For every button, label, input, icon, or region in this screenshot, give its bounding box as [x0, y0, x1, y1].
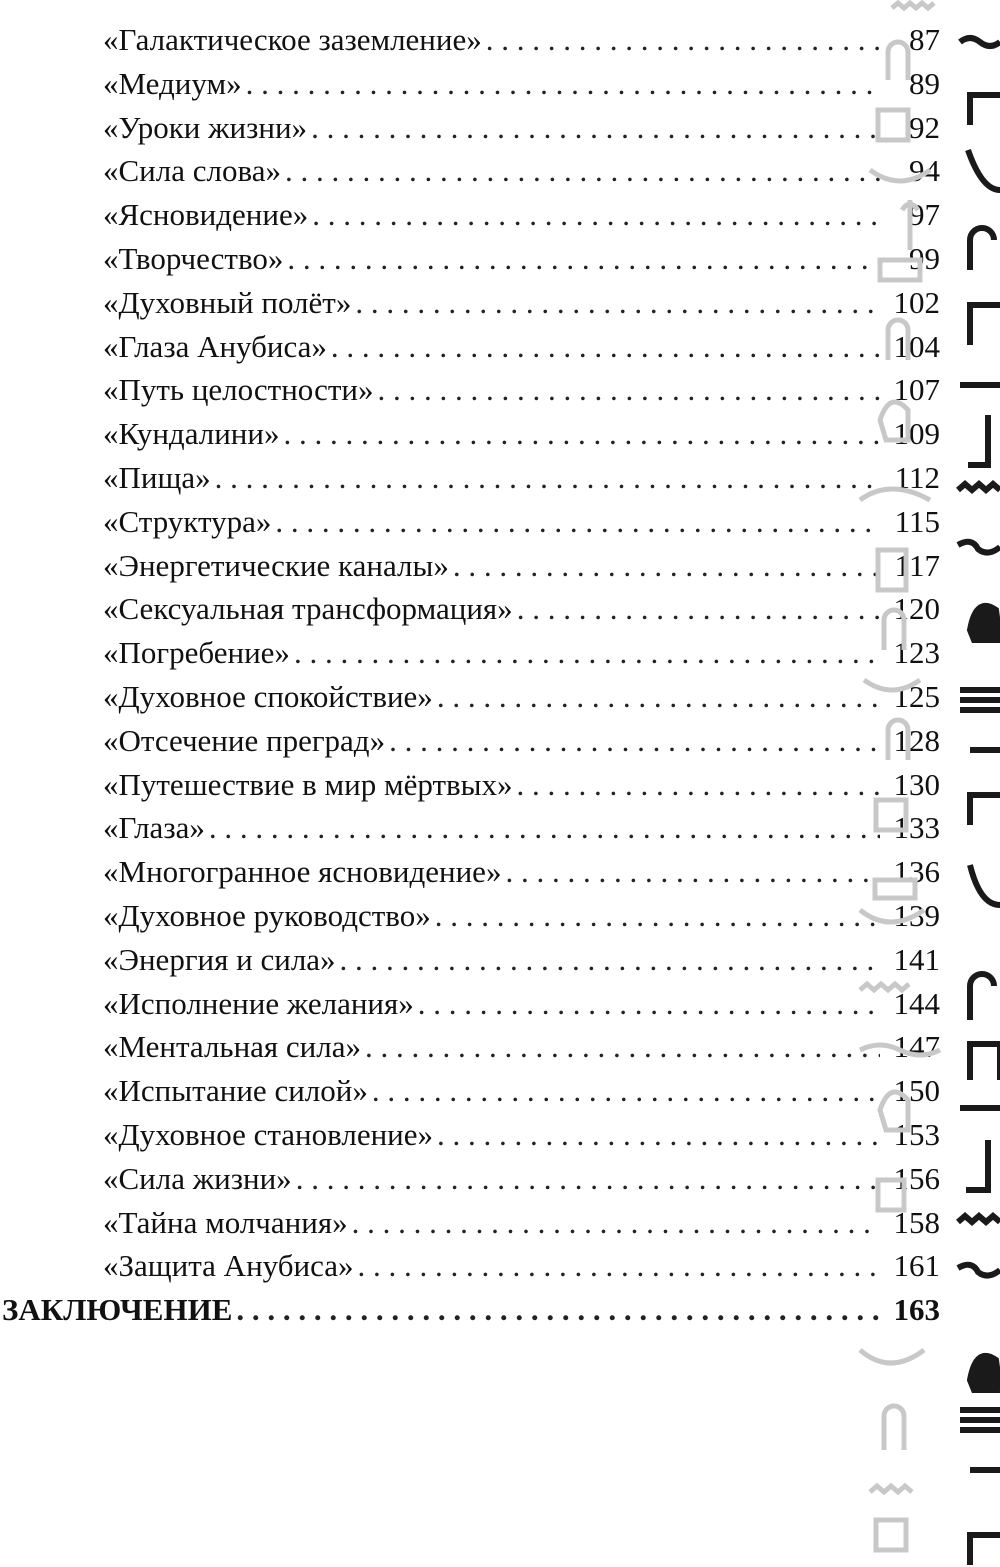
basket-icon: [870, 170, 930, 181]
toc-entry[interactable]: [0, 894, 940, 938]
toc-entry[interactable]: [0, 18, 940, 62]
toc-entry[interactable]: [0, 1157, 940, 1201]
toc-entry[interactable]: [0, 719, 940, 763]
reed-icon: [902, 200, 918, 250]
loop-icon: [884, 610, 904, 650]
reed-icon: [960, 1410, 1000, 1430]
toc-entry-page: 115: [894, 503, 940, 539]
dot-leader: [275, 500, 880, 544]
dot-leader: [331, 325, 880, 369]
toc-entry[interactable]: [0, 544, 940, 588]
toc-entry[interactable]: [0, 763, 940, 807]
loop-icon: [884, 1406, 904, 1450]
toc-entry-title: «Испытание силой»: [103, 1073, 368, 1109]
dot-leader: [209, 806, 880, 850]
toc-entry-page: 102: [893, 284, 940, 320]
loop-icon: [888, 42, 908, 80]
basket-icon: [970, 865, 1000, 905]
dot-leader: [285, 149, 880, 193]
foot-icon: [968, 415, 988, 465]
toc-entry[interactable]: [0, 631, 940, 675]
toc-entry-title: «Ясновидение»: [103, 197, 309, 233]
toc-entry-page: 161: [893, 1248, 940, 1284]
toc-entry[interactable]: [0, 325, 940, 369]
toc-entry[interactable]: [0, 193, 940, 237]
dot-leader: [236, 1288, 880, 1332]
dot-leader: [311, 106, 880, 150]
toc-entry-page: 130: [893, 766, 940, 802]
dot-leader: [294, 631, 880, 675]
square-house-icon: [970, 1044, 1000, 1080]
toc-entry[interactable]: [0, 1244, 940, 1288]
toc-entry-page: 144: [893, 985, 940, 1021]
basket-icon: [860, 489, 930, 500]
toc-entry[interactable]: [0, 1025, 940, 1069]
toc-entry-page: 147: [893, 1029, 940, 1065]
dot-leader: [389, 719, 880, 763]
snake-icon: [860, 1045, 940, 1055]
loop-icon: [970, 974, 994, 1020]
toc-entry-title: «Многогранное ясновидение»: [103, 854, 502, 890]
square-house-icon: [970, 95, 1000, 125]
toc-entry-page: 87: [909, 22, 940, 57]
basket-icon: [860, 910, 924, 922]
toc-entry-title: «Сила жизни»: [103, 1160, 292, 1196]
dot-leader: [372, 1069, 880, 1113]
toc-entry[interactable]: [0, 982, 940, 1026]
toc-entry-title: «Энергетические каналы»: [103, 547, 449, 583]
toc-entry[interactable]: [0, 281, 940, 325]
toc-entry-title: «Медиум»: [103, 65, 242, 101]
toc-entry-page: 156: [893, 1160, 940, 1196]
dot-leader: [453, 544, 880, 588]
foot-icon: [875, 880, 915, 898]
square-house-icon: [876, 800, 906, 830]
toc-entry-title: «Творчество»: [103, 240, 284, 276]
toc-conclusion[interactable]: [0, 1288, 940, 1332]
dot-leader: [377, 368, 880, 412]
toc-entry-page: 133: [893, 810, 940, 846]
water-ripple-icon: [870, 1486, 912, 1492]
dot-leader: [358, 1244, 880, 1288]
basket-icon: [968, 150, 1000, 190]
water-ripple-icon: [860, 984, 909, 990]
toc-entry[interactable]: [0, 62, 940, 106]
toc-entry[interactable]: [0, 456, 940, 500]
toc-entry-page: 136: [893, 854, 940, 890]
water-ripple-icon: [892, 3, 934, 8]
dot-leader: [340, 938, 880, 982]
toc-conclusion-title: ЗАКЛЮЧЕНИЕ: [2, 1292, 233, 1328]
square-house-icon: [970, 1535, 1000, 1565]
toc-entry[interactable]: [0, 368, 940, 412]
toc-entry[interactable]: [0, 1201, 940, 1245]
snake-icon: [960, 38, 1000, 46]
toc-entry-title: «Сексуальная трансформация»: [103, 591, 513, 627]
faded-glyph-column: [860, 3, 940, 1550]
dot-leader: [355, 281, 880, 325]
toc-entry-page: 128: [893, 722, 940, 758]
toc-entry[interactable]: [0, 149, 940, 193]
table-of-contents: [0, 18, 940, 1332]
toc-entry-title: «Погребение»: [103, 635, 290, 671]
water-ripple-icon: [958, 484, 1000, 490]
dot-leader: [287, 237, 880, 281]
dot-leader: [246, 62, 880, 106]
dot-leader: [312, 193, 880, 237]
toc-entry-page: 117: [894, 547, 940, 583]
toc-entry-title: «Глаза»: [103, 810, 205, 846]
toc-entry-page: 153: [893, 1116, 940, 1152]
reed-icon: [960, 690, 1000, 710]
toc-entry-page: 112: [894, 459, 940, 495]
bird-icon: [970, 606, 1000, 640]
toc-entry[interactable]: [0, 938, 940, 982]
toc-entry-title: «Энергия и сила»: [103, 941, 336, 977]
toc-entry-title: «Путь целостности»: [103, 372, 374, 408]
square-house-icon: [970, 305, 1000, 345]
toc-conclusion-page: 163: [893, 1292, 940, 1328]
basket-icon: [864, 680, 920, 690]
toc-entry[interactable]: [0, 1069, 940, 1113]
toc-entry-title: «Структура»: [103, 503, 272, 539]
toc-entry-title: «Духовный полёт»: [103, 284, 352, 320]
toc-entry[interactable]: [0, 106, 940, 150]
toc-entry-title: «Защита Анубиса»: [103, 1248, 354, 1284]
loop-icon: [970, 228, 994, 270]
water-ripple-icon: [958, 1216, 1000, 1222]
toc-entry-title: «Исполнение желания»: [103, 985, 414, 1021]
dark-glyph-column: [958, 38, 1000, 1565]
hieroglyph-border: [820, 0, 1000, 1567]
toc-entry[interactable]: [0, 675, 940, 719]
snake-icon: [958, 1265, 1000, 1276]
toc-entry-page: 123: [893, 635, 940, 671]
square-house-icon: [878, 1180, 904, 1210]
toc-entry-page: 89: [909, 65, 940, 101]
toc-entry-title: «Уроки жизни»: [103, 109, 308, 145]
toc-entry-page: 104: [893, 328, 940, 364]
toc-entry-page: 139: [893, 897, 940, 933]
toc-entry-title: «Тайна молчания»: [103, 1204, 348, 1240]
dot-leader: [418, 982, 880, 1026]
toc-entry-page: 92: [909, 109, 940, 145]
dot-leader: [437, 1113, 880, 1157]
dot-leader: [435, 894, 880, 938]
dot-leader: [352, 1201, 880, 1245]
bird-icon: [880, 402, 908, 440]
square-house-icon: [876, 1520, 906, 1550]
toc-entry-title: «Духовное спокойствие»: [103, 678, 433, 714]
toc-entry-title: «Пища»: [103, 459, 211, 495]
dot-leader: [296, 1157, 880, 1201]
toc-entry-title: «Духовное становление»: [103, 1116, 434, 1152]
toc-entry-page: 107: [893, 372, 940, 408]
square-house-icon: [878, 110, 908, 140]
toc-entry-title: «Духовное руководство»: [103, 897, 431, 933]
dot-leader: [365, 1025, 880, 1069]
dot-leader: [437, 675, 880, 719]
toc-entry[interactable]: [0, 1113, 940, 1157]
toc-entry-page: 99: [909, 240, 940, 276]
square-house-icon: [970, 795, 1000, 825]
toc-entry[interactable]: [0, 587, 940, 631]
toc-entry-page: 158: [893, 1204, 940, 1240]
toc-entry-page: 150: [893, 1073, 940, 1109]
toc-entry[interactable]: [0, 237, 940, 281]
toc-entry-title: «Галактическое заземление»: [103, 22, 482, 57]
dot-leader: [215, 456, 880, 500]
snake-icon: [958, 542, 1000, 553]
toc-entry-title: «Глаза Анубиса»: [103, 328, 327, 364]
toc-entry-title: «Отсечение преград»: [103, 722, 386, 758]
foot-icon: [966, 1140, 988, 1190]
loop-icon: [888, 720, 908, 760]
bird-icon: [880, 1092, 908, 1130]
toc-entry-page: 94: [909, 153, 940, 189]
bird-icon: [970, 1356, 1000, 1390]
toc-entry-page: 97: [909, 197, 940, 233]
toc-entry-page: 120: [893, 591, 940, 627]
toc-entry[interactable]: [0, 806, 940, 850]
toc-entry-title: «Путешествие в мир мёртвых»: [103, 766, 513, 802]
toc-entry-title: «Сила слова»: [103, 153, 281, 189]
toc-entry-title: «Ментальная сила»: [103, 1029, 362, 1065]
toc-entry[interactable]: [0, 412, 940, 456]
loop-icon: [888, 320, 908, 360]
toc-entry[interactable]: [0, 500, 940, 544]
toc-entry-page: 109: [893, 416, 940, 452]
square-house-icon: [878, 550, 906, 590]
toc-entry-title: «Кундалини»: [103, 416, 280, 452]
toc-entry-page: 125: [893, 678, 940, 714]
foot-icon: [880, 260, 920, 280]
toc-entry-page: 141: [893, 941, 940, 977]
toc-entry[interactable]: [0, 850, 940, 894]
dot-leader: [283, 412, 880, 456]
basket-icon: [860, 1350, 924, 1363]
